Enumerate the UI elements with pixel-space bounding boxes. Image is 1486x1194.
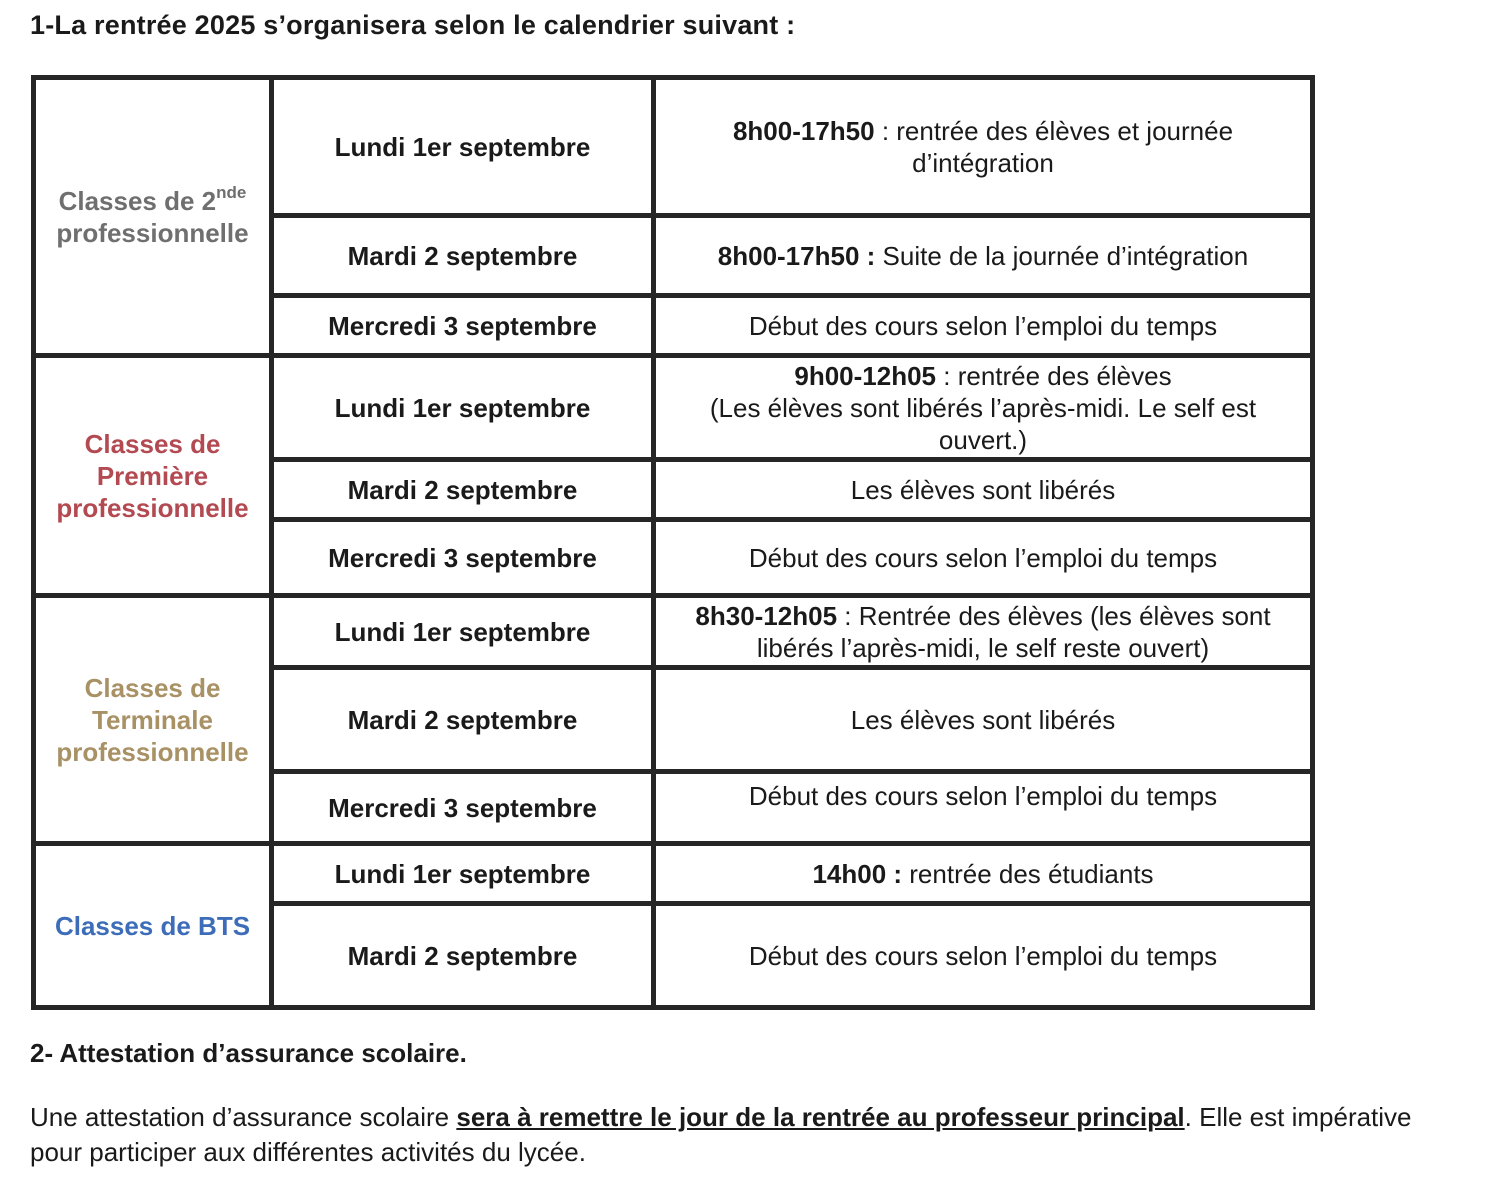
- detail-text: : rentrée des élèves: [936, 360, 1172, 391]
- detail-cell: [654, 844, 1313, 904]
- detail-cell: Début des cours selon l’emploi du temps: [654, 772, 1313, 844]
- schedule-table: [31, 75, 1315, 1010]
- insurance-paragraph: [30, 1100, 1450, 1170]
- day-cell: Lundi 1er septembre: [272, 844, 654, 904]
- time-range: 8h30-12h05: [695, 600, 838, 631]
- day-cell: Mardi 2 septembre: [272, 904, 654, 1008]
- day-cell: Lundi 1er septembre: [272, 356, 654, 460]
- detail-cell: Début des cours selon l’emploi du temps: [654, 520, 1313, 596]
- group-label-premiere: Classes de Première professionnelle: [34, 356, 272, 596]
- detail-text: Suite de la journée d’intégration: [875, 240, 1249, 271]
- paragraph-before: Une attestation d’assurance scolaire: [30, 1102, 457, 1132]
- group-name-rest: professionnelle: [56, 217, 249, 248]
- section-2-heading: 2- Attestation d’assurance scolaire.: [30, 1038, 467, 1068]
- group-name: Classes de 2: [58, 185, 217, 216]
- detail-text: rentrée des étudiants: [902, 858, 1154, 889]
- day-cell: Mardi 2 septembre: [272, 460, 654, 520]
- detail-text: : Rentrée des élèves (les élèves sont libérés l’après-midi, le self reste ouvert): [756, 600, 1271, 663]
- detail-cell: [654, 356, 1313, 460]
- detail-cell: [654, 216, 1313, 296]
- day-cell: Lundi 1er septembre: [272, 596, 654, 668]
- detail-note: (Les élèves sont libérés l’après-midi. Le self est ouvert.): [709, 392, 1257, 455]
- group-label-bts: Classes de BTS: [34, 844, 272, 1008]
- time-range: 8h00-17h50: [732, 115, 875, 146]
- paragraph-underlined: sera à remettre le jour de la rentrée au professeur principal: [456, 1102, 1185, 1132]
- section-1-heading: 1-La rentrée 2025 s’organisera selon le calendrier suivant :: [30, 10, 796, 40]
- table-row: [34, 596, 1313, 668]
- day-cell: Lundi 1er septembre: [272, 78, 654, 216]
- day-cell: Mercredi 3 septembre: [272, 520, 654, 596]
- day-cell: Mercredi 3 septembre: [272, 296, 654, 356]
- day-cell: Mercredi 3 septembre: [272, 772, 654, 844]
- time-range: 9h00-12h05: [794, 360, 937, 391]
- detail-text: : rentrée des élèves et journée d’intégration: [874, 115, 1234, 178]
- group-label-terminale: Classes de Terminale professionnelle: [34, 596, 272, 844]
- detail-cell: [654, 78, 1313, 216]
- detail-cell: [654, 596, 1313, 668]
- group-name-sup: nde: [216, 182, 247, 202]
- detail-cell: Les élèves sont libérés: [654, 668, 1313, 772]
- group-label-2nde: [34, 78, 272, 356]
- detail-cell: Début des cours selon l’emploi du temps: [654, 296, 1313, 356]
- paragraph-after: . Elle est impérative pour participer aux différentes activités du lycée.: [30, 1102, 1412, 1167]
- table-row: [34, 356, 1313, 460]
- time-range: 8h00-17h50 :: [717, 240, 876, 271]
- detail-cell: Début des cours selon l’emploi du temps: [654, 904, 1313, 1008]
- detail-cell: Les élèves sont libérés: [654, 460, 1313, 520]
- table-row: [34, 844, 1313, 904]
- day-cell: Mardi 2 septembre: [272, 216, 654, 296]
- time-range: 14h00 :: [812, 858, 903, 889]
- table-row: [34, 78, 1313, 216]
- day-cell: Mardi 2 septembre: [272, 668, 654, 772]
